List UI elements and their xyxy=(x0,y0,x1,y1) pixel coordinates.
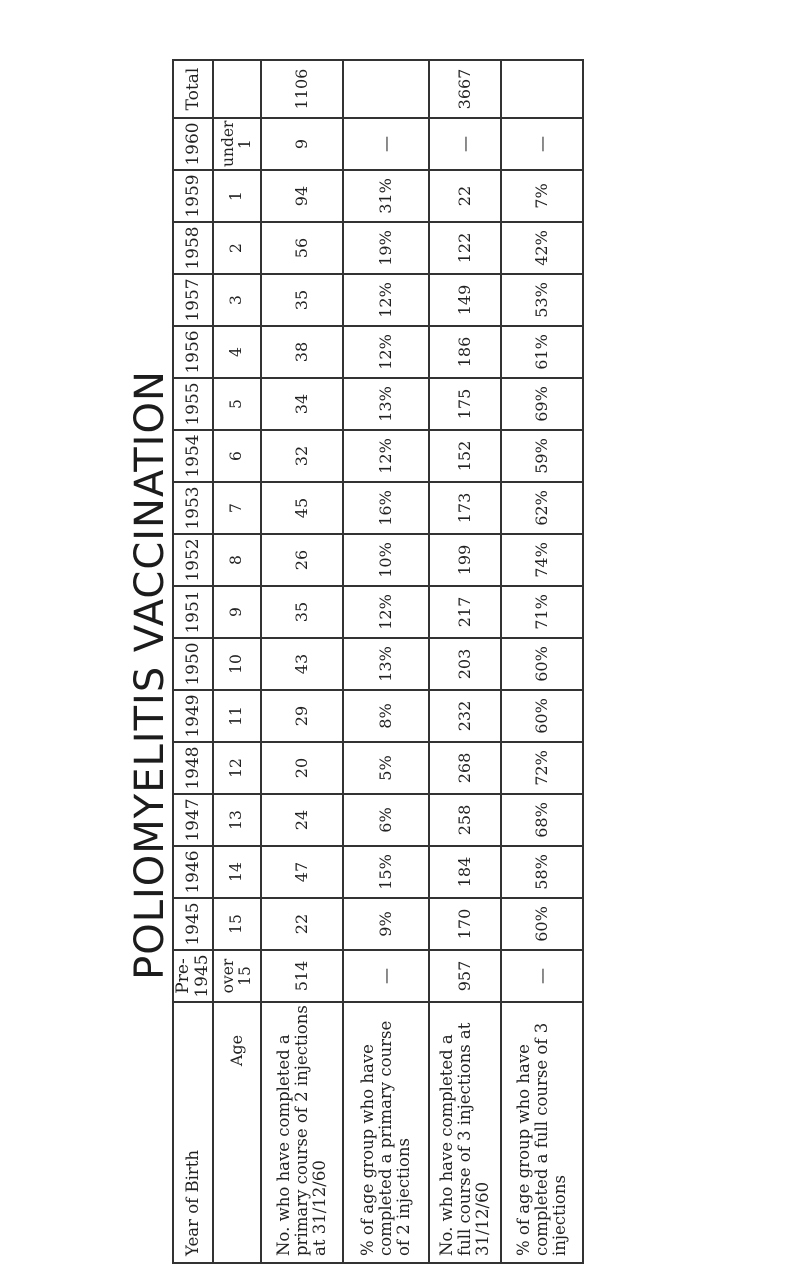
pct-2-cell: 9% xyxy=(343,898,429,950)
completed-3-cell: 957 xyxy=(429,950,501,1002)
age-cell: 2 xyxy=(213,222,261,274)
pct-2-cell xyxy=(343,60,429,118)
completed-2-cell: 9 xyxy=(261,118,343,170)
pct-2-cell: 12% xyxy=(343,430,429,482)
year-cell: 1950 xyxy=(173,638,213,690)
completed-3-cell: 203 xyxy=(429,638,501,690)
completed-3-cell: 149 xyxy=(429,274,501,326)
age-cell xyxy=(213,60,261,118)
completed-2-cell: 1106 xyxy=(261,60,343,118)
vaccination-table xyxy=(172,59,584,1264)
year-cell: 1960 xyxy=(173,118,213,170)
pct-3-cell: 7% xyxy=(501,170,583,222)
completed-2-cell: 32 xyxy=(261,430,343,482)
pct-3-cell: 61% xyxy=(501,326,583,378)
completed-2-cell: 35 xyxy=(261,274,343,326)
age-cell: 14 xyxy=(213,846,261,898)
table-row xyxy=(261,60,343,1263)
completed-3-cell: 199 xyxy=(429,534,501,586)
completed-3-cell: 232 xyxy=(429,690,501,742)
year-cell: Total xyxy=(173,60,213,118)
completed-2-cell: 20 xyxy=(261,742,343,794)
age-cell: 5 xyxy=(213,378,261,430)
completed-3-cell: 3667 xyxy=(429,60,501,118)
pct-3-cell: 60% xyxy=(501,690,583,742)
pct-2-cell: 5% xyxy=(343,742,429,794)
pct-3-cell: 69% xyxy=(501,378,583,430)
age-cell: 13 xyxy=(213,794,261,846)
year-cell: 1958 xyxy=(173,222,213,274)
age-cell: 11 xyxy=(213,690,261,742)
pct-2-cell: — xyxy=(343,950,429,1002)
row-label-completed-3: No. who have completed a full course of 3 injections at 31/12/60 xyxy=(429,1002,501,1263)
table-row xyxy=(501,60,583,1263)
year-cell: 1955 xyxy=(173,378,213,430)
age-cell: 9 xyxy=(213,586,261,638)
pct-3-cell: 62% xyxy=(501,482,583,534)
year-cell: 1951 xyxy=(173,586,213,638)
pct-3-cell: 53% xyxy=(501,274,583,326)
completed-3-cell: 170 xyxy=(429,898,501,950)
year-cell: 1957 xyxy=(173,274,213,326)
year-cell: 1959 xyxy=(173,170,213,222)
row-label-pct-2: % of age group who have completed a primary course of 2 injections xyxy=(343,1002,429,1263)
age-cell: 15 xyxy=(213,898,261,950)
pct-3-cell: 59% xyxy=(501,430,583,482)
pct-2-cell: 16% xyxy=(343,482,429,534)
year-cell: 1949 xyxy=(173,690,213,742)
pct-2-cell: — xyxy=(343,118,429,170)
table-row xyxy=(343,60,429,1263)
completed-2-cell: 26 xyxy=(261,534,343,586)
completed-2-cell: 34 xyxy=(261,378,343,430)
completed-2-cell: 22 xyxy=(261,898,343,950)
age-cell: over 15 xyxy=(213,950,261,1002)
pct-2-cell: 6% xyxy=(343,794,429,846)
table-row xyxy=(213,60,261,1263)
completed-2-cell: 38 xyxy=(261,326,343,378)
age-cell: 6 xyxy=(213,430,261,482)
completed-3-cell: 184 xyxy=(429,846,501,898)
year-cell: 1945 xyxy=(173,898,213,950)
completed-2-cell: 24 xyxy=(261,794,343,846)
pct-3-cell: 68% xyxy=(501,794,583,846)
pct-2-cell: 31% xyxy=(343,170,429,222)
pct-3-cell: — xyxy=(501,118,583,170)
year-cell: 1952 xyxy=(173,534,213,586)
pct-3-cell: 42% xyxy=(501,222,583,274)
completed-3-cell: 175 xyxy=(429,378,501,430)
completed-2-cell: 35 xyxy=(261,586,343,638)
completed-3-cell: 217 xyxy=(429,586,501,638)
pct-3-cell: 71% xyxy=(501,586,583,638)
completed-3-cell: 22 xyxy=(429,170,501,222)
age-cell: 8 xyxy=(213,534,261,586)
completed-3-cell: 152 xyxy=(429,430,501,482)
completed-2-cell: 514 xyxy=(261,950,343,1002)
page-title: POLIOMYELITIS VACCINATION xyxy=(127,370,173,980)
completed-2-cell: 45 xyxy=(261,482,343,534)
pct-3-cell: 58% xyxy=(501,846,583,898)
completed-3-cell: 122 xyxy=(429,222,501,274)
completed-3-cell: 268 xyxy=(429,742,501,794)
completed-3-cell: — xyxy=(429,118,501,170)
completed-2-cell: 56 xyxy=(261,222,343,274)
year-cell: 1948 xyxy=(173,742,213,794)
pct-2-cell: 12% xyxy=(343,326,429,378)
row-label-completed-2: No. who have completed a primary course of 2 injections at 31/12/60 xyxy=(261,1002,343,1263)
pct-2-cell: 19% xyxy=(343,222,429,274)
pct-3-cell: 60% xyxy=(501,898,583,950)
pct-3-cell: 72% xyxy=(501,742,583,794)
completed-2-cell: 47 xyxy=(261,846,343,898)
age-cell: 1 xyxy=(213,170,261,222)
year-cell: Pre-1945 xyxy=(173,950,213,1002)
completed-2-cell: 94 xyxy=(261,170,343,222)
age-cell: under 1 xyxy=(213,118,261,170)
pct-2-cell: 12% xyxy=(343,274,429,326)
completed-3-cell: 173 xyxy=(429,482,501,534)
pct-2-cell: 8% xyxy=(343,690,429,742)
completed-3-cell: 258 xyxy=(429,794,501,846)
row-label-spacer xyxy=(213,1098,261,1263)
table-row xyxy=(173,60,213,1263)
age-cell: 3 xyxy=(213,274,261,326)
year-cell: 1946 xyxy=(173,846,213,898)
row-label-age: Age xyxy=(213,1002,261,1098)
age-cell: 10 xyxy=(213,638,261,690)
year-cell: 1954 xyxy=(173,430,213,482)
year-cell: 1956 xyxy=(173,326,213,378)
pct-3-cell: 60% xyxy=(501,638,583,690)
pct-3-cell xyxy=(501,60,583,118)
row-label-year: Year of Birth xyxy=(173,1002,213,1263)
year-cell: 1947 xyxy=(173,794,213,846)
row-label-pct-3: % of age group who have completed a full course of 3 injections xyxy=(501,1002,583,1263)
pct-3-cell: — xyxy=(501,950,583,1002)
pct-2-cell: 12% xyxy=(343,586,429,638)
completed-2-cell: 43 xyxy=(261,638,343,690)
pct-2-cell: 13% xyxy=(343,378,429,430)
table-row xyxy=(429,60,501,1263)
vaccination-table-wrapper xyxy=(172,67,582,1264)
completed-2-cell: 29 xyxy=(261,690,343,742)
pct-2-cell: 15% xyxy=(343,846,429,898)
pct-3-cell: 74% xyxy=(501,534,583,586)
pct-2-cell: 13% xyxy=(343,638,429,690)
year-cell: 1953 xyxy=(173,482,213,534)
age-cell: 12 xyxy=(213,742,261,794)
completed-3-cell: 186 xyxy=(429,326,501,378)
age-cell: 7 xyxy=(213,482,261,534)
pct-2-cell: 10% xyxy=(343,534,429,586)
age-cell: 4 xyxy=(213,326,261,378)
